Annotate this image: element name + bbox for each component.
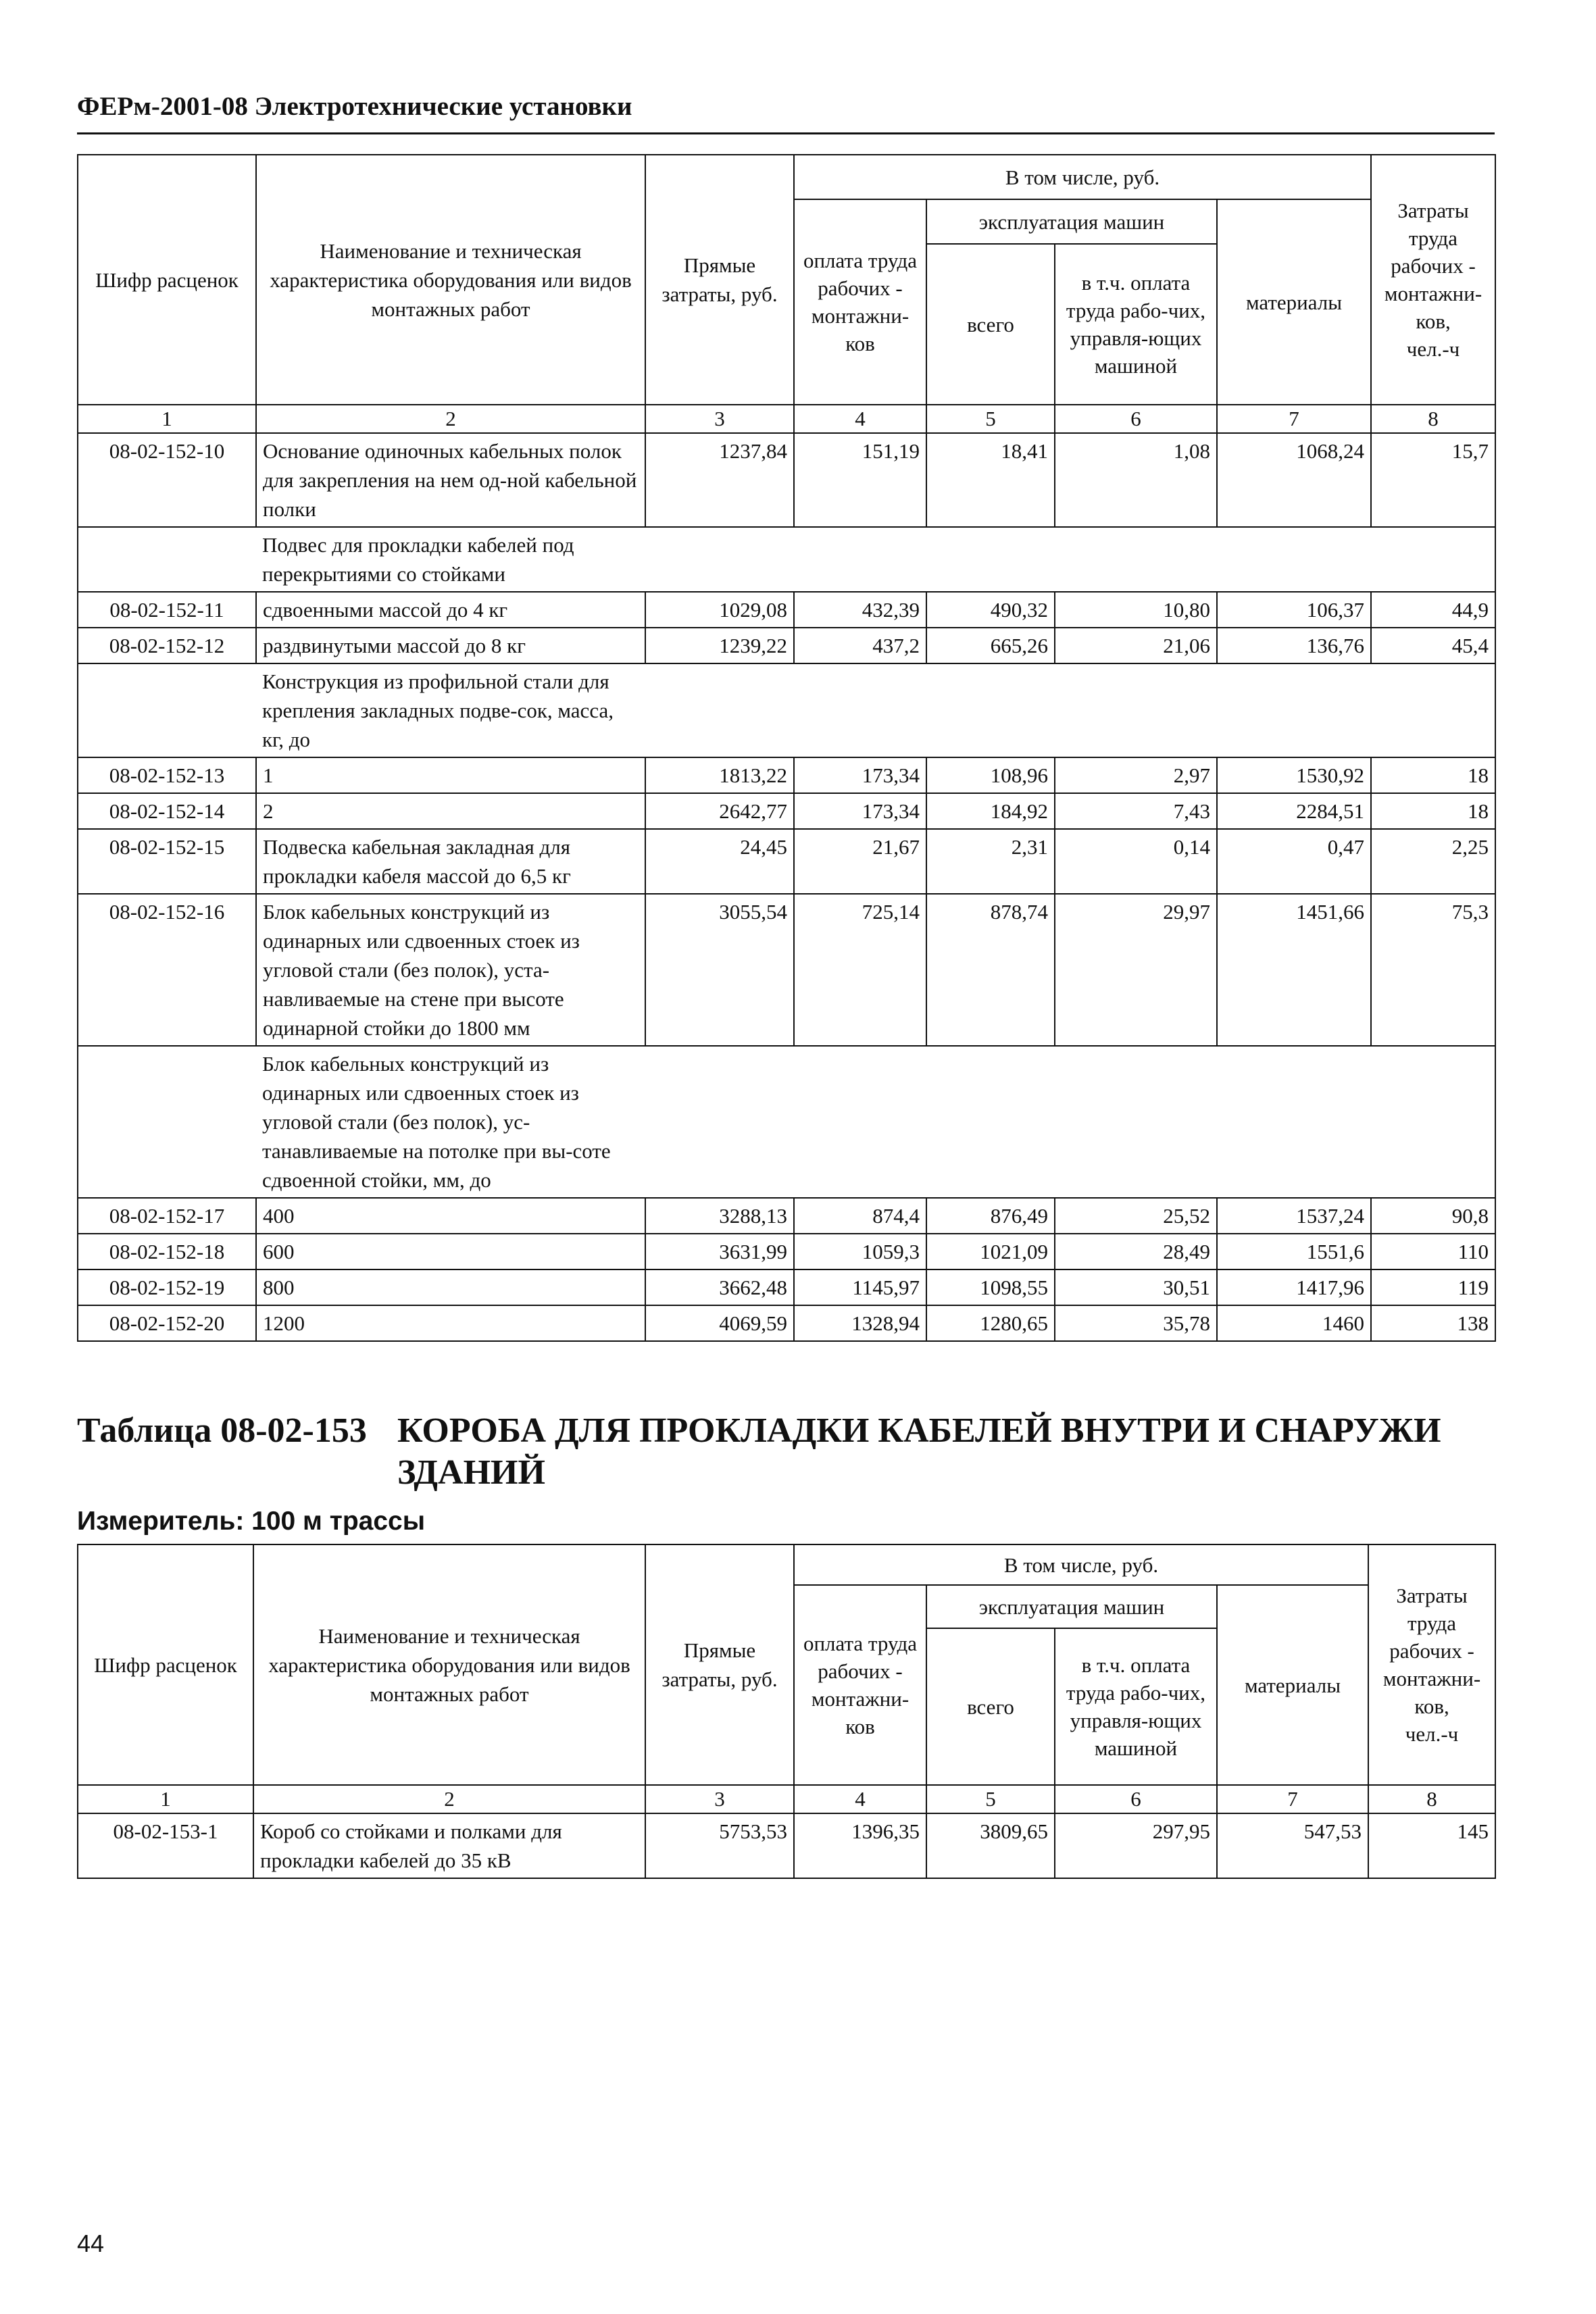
col-number-row xyxy=(78,405,1495,433)
col-header-code: Шифр расценок xyxy=(78,155,256,405)
work-description: раздвинутыми массой до 8 кг xyxy=(256,628,645,663)
col-number: 1 xyxy=(78,405,256,433)
labor-cost: 44,9 xyxy=(1371,592,1495,628)
machines-total: 184,92 xyxy=(926,793,1055,829)
table-row xyxy=(78,1305,1495,1341)
col-number: 6 xyxy=(1055,1785,1217,1813)
direct-cost: 2642,77 xyxy=(645,793,794,829)
group-title: Конструкция из профильной стали для крепления закладных подве-сок, масса, кг, до xyxy=(256,663,645,757)
col-number: 2 xyxy=(256,405,645,433)
col-number: 3 xyxy=(645,1785,794,1813)
table-row xyxy=(78,1269,1495,1305)
direct-cost: 3662,48 xyxy=(645,1269,794,1305)
table-title: КОРОБА ДЛЯ ПРОКЛАДКИ КАБЕЛЕЙ ВНУТРИ И СНАРУЖИ ЗДАНИЙ xyxy=(397,1411,1441,1492)
col-number: 7 xyxy=(1217,405,1371,433)
col-header-direct-cost: Прямые затраты, руб. xyxy=(645,155,794,405)
work-description: Подвеска кабельная закладная для прокладки кабеля массой до 6,5 кг xyxy=(256,829,645,894)
direct-cost: 4069,59 xyxy=(645,1305,794,1341)
materials-cost: 1530,92 xyxy=(1217,757,1371,793)
work-description: Короб со стойками и полками для прокладки кабелей до 35 кВ xyxy=(253,1813,645,1878)
group-row-spacer xyxy=(78,663,256,757)
table-row xyxy=(78,1813,1495,1878)
col-header-machines: эксплуатация машин xyxy=(926,1585,1217,1628)
col-header-code: Шифр расценок xyxy=(78,1544,253,1785)
labor-pay: 725,14 xyxy=(794,894,926,1046)
table-row xyxy=(78,1198,1495,1234)
direct-cost: 1237,84 xyxy=(645,433,794,527)
col-header-direct-cost: Прямые затраты, руб. xyxy=(645,1544,794,1785)
running-header: ФЕРм-2001-08 Электротехнические установки xyxy=(77,92,632,121)
direct-cost: 24,45 xyxy=(645,829,794,894)
labor-pay: 1059,3 xyxy=(794,1234,926,1269)
machines-total: 18,41 xyxy=(926,433,1055,527)
machines-labor-pay: 297,95 xyxy=(1055,1813,1217,1878)
table-header xyxy=(78,155,1495,433)
labor-pay: 151,19 xyxy=(794,433,926,527)
table-row xyxy=(78,592,1495,628)
rates-table-153 xyxy=(77,1544,1496,1879)
machines-total: 2,31 xyxy=(926,829,1055,894)
col-header-materials: материалы xyxy=(1217,199,1371,405)
col-number: 6 xyxy=(1055,405,1217,433)
col-number: 3 xyxy=(645,405,794,433)
materials-cost: 2284,51 xyxy=(1217,793,1371,829)
col-header-group: В том числе, руб. xyxy=(794,155,1371,199)
rate-code: 08-02-152-15 xyxy=(78,829,256,894)
col-header-labor-cost: Затраты труда рабочих - монтажни-ков, чел.-ч xyxy=(1371,155,1495,405)
materials-cost: 1460 xyxy=(1217,1305,1371,1341)
col-header-machines-total: всего xyxy=(926,244,1055,405)
col-number: 8 xyxy=(1368,1785,1495,1813)
labor-pay: 1328,94 xyxy=(794,1305,926,1341)
labor-pay: 874,4 xyxy=(794,1198,926,1234)
group-row xyxy=(78,1046,1495,1198)
table-row xyxy=(78,1234,1495,1269)
machines-total: 1021,09 xyxy=(926,1234,1055,1269)
machines-total: 490,32 xyxy=(926,592,1055,628)
machines-labor-pay: 28,49 xyxy=(1055,1234,1217,1269)
header-rule xyxy=(77,132,1495,134)
labor-cost: 138 xyxy=(1371,1305,1495,1341)
col-number: 5 xyxy=(926,405,1055,433)
materials-cost: 1551,6 xyxy=(1217,1234,1371,1269)
col-header-name: Наименование и техническая характеристика оборудования или видов монтажных работ xyxy=(253,1544,645,1785)
table-row xyxy=(78,433,1495,527)
materials-cost: 136,76 xyxy=(1217,628,1371,663)
rate-code: 08-02-152-12 xyxy=(78,628,256,663)
group-row xyxy=(78,663,1495,757)
machines-labor-pay: 30,51 xyxy=(1055,1269,1217,1305)
col-header-labor-cost: Затраты труда рабочих - монтажни-ков, чел.-ч xyxy=(1368,1544,1495,1785)
direct-cost: 1813,22 xyxy=(645,757,794,793)
labor-cost: 119 xyxy=(1371,1269,1495,1305)
col-header-machines-labor: в т.ч. оплата труда рабо-чих, управля-ющих машиной xyxy=(1055,244,1217,405)
rate-code: 08-02-152-19 xyxy=(78,1269,256,1305)
col-header-machines: эксплуатация машин xyxy=(926,199,1217,244)
table-row xyxy=(78,829,1495,894)
materials-cost: 106,37 xyxy=(1217,592,1371,628)
rate-code: 08-02-152-16 xyxy=(78,894,256,1046)
machines-total: 108,96 xyxy=(926,757,1055,793)
labor-cost: 18 xyxy=(1371,757,1495,793)
machines-total: 878,74 xyxy=(926,894,1055,1046)
col-number: 1 xyxy=(78,1785,253,1813)
table-row xyxy=(78,757,1495,793)
machines-labor-pay: 7,43 xyxy=(1055,793,1217,829)
table-row xyxy=(78,628,1495,663)
col-number: 5 xyxy=(926,1785,1055,1813)
rate-code: 08-02-152-17 xyxy=(78,1198,256,1234)
direct-cost: 1239,22 xyxy=(645,628,794,663)
work-description: Основание одиночных кабельных полок для закрепления на нем од-ной кабельной полки xyxy=(256,433,645,527)
materials-cost: 1537,24 xyxy=(1217,1198,1371,1234)
work-description: Блок кабельных конструкций из одинарных или сдвоенных стоек из угловой стали (без полок), уста-навливаемые на стене при высоте одинарной стойки до 1800 мм xyxy=(256,894,645,1046)
col-header-group: В том числе, руб. xyxy=(794,1544,1368,1585)
direct-cost: 3631,99 xyxy=(645,1234,794,1269)
machines-labor-pay: 29,97 xyxy=(1055,894,1217,1046)
labor-pay: 173,34 xyxy=(794,757,926,793)
group-title: Блок кабельных конструкций из одинарных или сдвоенных стоек из угловой стали (без полок), ус-танавливаемые на потолке при вы-соте сдвоенной стойки, мм, до xyxy=(256,1046,645,1198)
machines-total: 3809,65 xyxy=(926,1813,1055,1878)
group-row xyxy=(78,527,1495,592)
work-description: 800 xyxy=(256,1269,645,1305)
col-header-name: Наименование и техническая характеристика оборудования или видов монтажных работ xyxy=(256,155,645,405)
rate-code: 08-02-152-10 xyxy=(78,433,256,527)
group-title: Подвес для прокладки кабелей под перекрытиями со стойками xyxy=(256,527,645,592)
labor-pay: 437,2 xyxy=(794,628,926,663)
materials-cost: 1451,66 xyxy=(1217,894,1371,1046)
rate-code: 08-02-152-20 xyxy=(78,1305,256,1341)
work-description: 1 xyxy=(256,757,645,793)
labor-cost: 2,25 xyxy=(1371,829,1495,894)
col-header-materials: материалы xyxy=(1217,1585,1368,1785)
machines-labor-pay: 0,14 xyxy=(1055,829,1217,894)
machines-labor-pay: 35,78 xyxy=(1055,1305,1217,1341)
labor-cost: 45,4 xyxy=(1371,628,1495,663)
page-number: 44 xyxy=(77,2230,105,2257)
labor-cost: 90,8 xyxy=(1371,1198,1495,1234)
direct-cost: 3055,54 xyxy=(645,894,794,1046)
machines-labor-pay: 25,52 xyxy=(1055,1198,1217,1234)
work-description: 1200 xyxy=(256,1305,645,1341)
work-description: сдвоенными массой до 4 кг xyxy=(256,592,645,628)
materials-cost: 1417,96 xyxy=(1217,1269,1371,1305)
materials-cost: 547,53 xyxy=(1217,1813,1368,1878)
group-row-spacer xyxy=(645,1046,1495,1198)
table-row xyxy=(78,894,1495,1046)
machines-labor-pay: 10,80 xyxy=(1055,592,1217,628)
materials-cost: 1068,24 xyxy=(1217,433,1371,527)
machines-labor-pay: 21,06 xyxy=(1055,628,1217,663)
rate-code: 08-02-152-11 xyxy=(78,592,256,628)
group-row-spacer xyxy=(645,527,1495,592)
table-number: Таблица 08-02-153 xyxy=(77,1411,367,1450)
rate-code: 08-02-153-1 xyxy=(78,1813,253,1878)
col-header-labor-pay: оплата труда рабочих - монтажни-ков xyxy=(794,199,926,405)
col-number: 4 xyxy=(794,1785,926,1813)
table-header xyxy=(78,1544,1495,1813)
group-row-spacer xyxy=(645,663,1495,757)
labor-pay: 1396,35 xyxy=(794,1813,926,1878)
rate-code: 08-02-152-13 xyxy=(78,757,256,793)
machines-total: 876,49 xyxy=(926,1198,1055,1234)
labor-pay: 1145,97 xyxy=(794,1269,926,1305)
table-unit: Измеритель: 100 м трассы xyxy=(77,1507,426,1536)
table-body xyxy=(78,1813,1495,1878)
machines-total: 1098,55 xyxy=(926,1269,1055,1305)
materials-cost: 0,47 xyxy=(1217,829,1371,894)
col-number-row xyxy=(78,1785,1495,1813)
machines-total: 665,26 xyxy=(926,628,1055,663)
machines-labor-pay: 2,97 xyxy=(1055,757,1217,793)
group-row-spacer xyxy=(78,1046,256,1198)
rate-code: 08-02-152-18 xyxy=(78,1234,256,1269)
work-description: 400 xyxy=(256,1198,645,1234)
rate-code: 08-02-152-14 xyxy=(78,793,256,829)
group-row-spacer xyxy=(78,527,256,592)
machines-total: 1280,65 xyxy=(926,1305,1055,1341)
direct-cost: 5753,53 xyxy=(645,1813,794,1878)
rates-table-152 xyxy=(77,154,1496,1342)
labor-pay: 173,34 xyxy=(794,793,926,829)
direct-cost: 1029,08 xyxy=(645,592,794,628)
col-header-labor-pay: оплата труда рабочих - монтажни-ков xyxy=(794,1585,926,1785)
labor-cost: 110 xyxy=(1371,1234,1495,1269)
work-description: 600 xyxy=(256,1234,645,1269)
col-number: 7 xyxy=(1217,1785,1368,1813)
col-number: 2 xyxy=(253,1785,645,1813)
labor-cost: 75,3 xyxy=(1371,894,1495,1046)
labor-cost: 18 xyxy=(1371,793,1495,829)
col-header-machines-total: всего xyxy=(926,1628,1055,1785)
col-number: 8 xyxy=(1371,405,1495,433)
col-header-machines-labor: в т.ч. оплата труда рабо-чих, управля-ющих машиной xyxy=(1055,1628,1217,1785)
col-number: 4 xyxy=(794,405,926,433)
machines-labor-pay: 1,08 xyxy=(1055,433,1217,527)
table-body xyxy=(78,433,1495,1341)
labor-pay: 21,67 xyxy=(794,829,926,894)
work-description: 2 xyxy=(256,793,645,829)
labor-pay: 432,39 xyxy=(794,592,926,628)
labor-cost: 145 xyxy=(1368,1813,1495,1878)
labor-cost: 15,7 xyxy=(1371,433,1495,527)
direct-cost: 3288,13 xyxy=(645,1198,794,1234)
table-row xyxy=(78,793,1495,829)
